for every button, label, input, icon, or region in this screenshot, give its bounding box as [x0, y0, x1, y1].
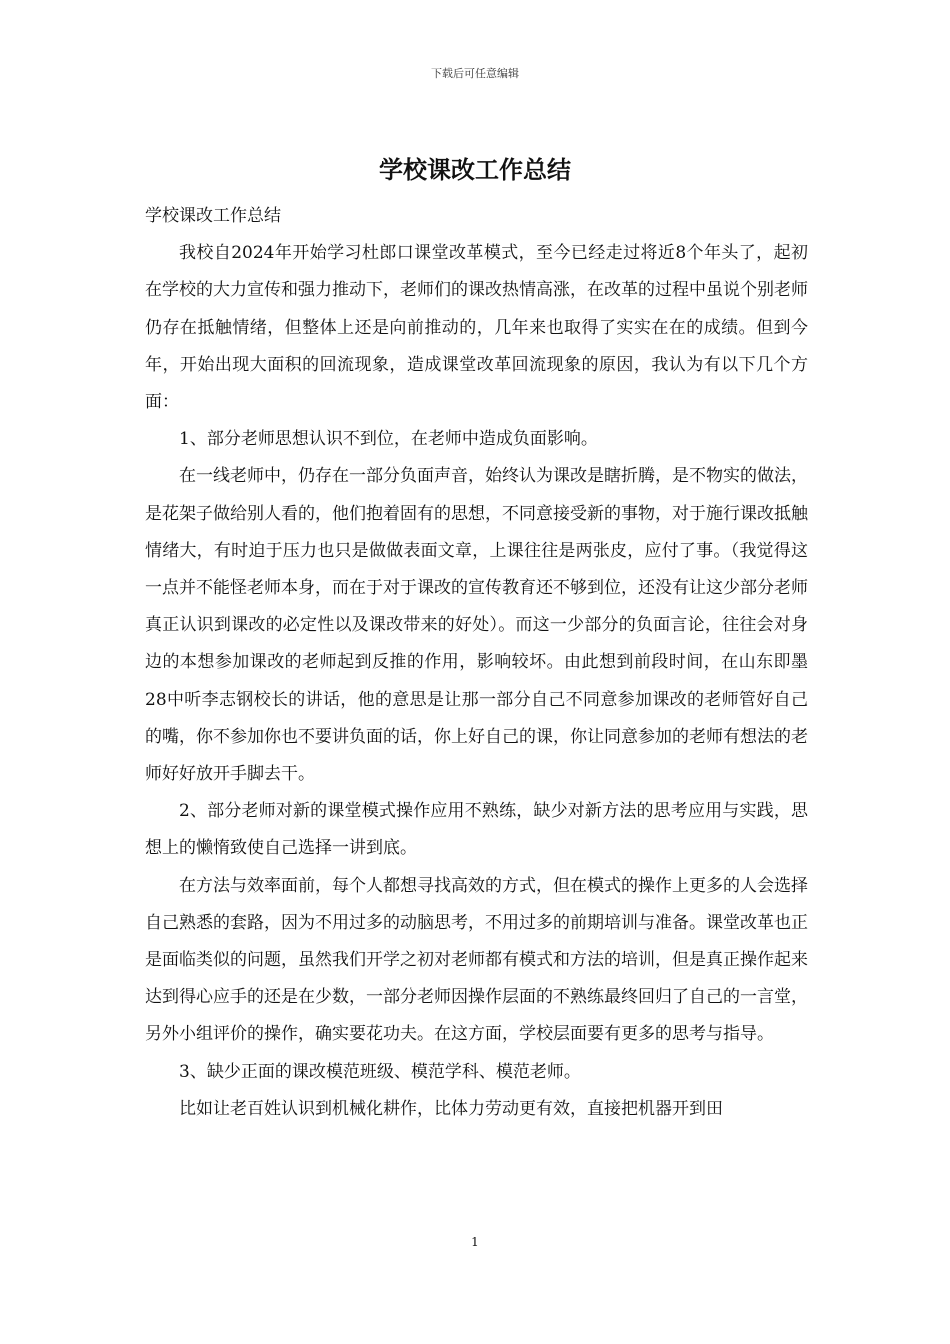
- document-body: [145, 198, 808, 1128]
- page-number: 1: [471, 1235, 479, 1249]
- page-header-note: 下载后可任意编辑: [431, 67, 519, 80]
- paragraph-subtitle: 学校课改工作总结: [145, 206, 281, 226]
- paragraph-heading-3: 3、缺少正面的课改模范班级、模范学科、模范老师。: [179, 1061, 581, 1082]
- paragraph-body-3: 比如让老百姓认识到机械化耕作，比体力劳动更有效，直接把机器开到田: [179, 1098, 723, 1119]
- paragraph-body-1: 在一线老师中，仍存在一部分负面声音，始终认为课改是瞎折腾，是不物实的做法，是花架子做给别人看的，他们抱着固有的思想，不同意接受新的事物，对于施行课改抵触情绪大，有时迫于压力也只是做做表面文章，上课往往是两张皮，应付了事。（我觉得这一点并不能怪老师本身，而在于对于课改的宣传教育还不够到位，还没有让这少部分老师真正认识到课改的必定性以及课改带来的好处）。而这一少部分的负面言论，往往会对身边的本想参加课改的老师起到反推的作用，影响较坏。由此想到前段时间，在山东即墨28中听李志钢校长的讲话，他的意思是让那一部分自己不同意参加课改的老师管好自己的嘴，你不参加你也不要讲负面的话，你上好自己的课，你让同意参加的老师有想法的老师好好放开手脚去干。: [145, 466, 808, 785]
- paragraph-heading-2: 2、部分老师对新的课堂模式操作应用不熟练，缺少对新方法的思考应用与实践，思想上的懒惰致使自己选择一讲到底。: [145, 801, 808, 859]
- paragraph-body-2: 在方法与效率面前，每个人都想寻找高效的方式，但在模式的操作上更多的人会选择自己熟悉的套路，因为不用过多的动脑思考，不用过多的前期培训与准备。课堂改革也正是面临类似的问题，虽然我们开学之初对老师都有模式和方法的培训，但是真正操作起来达到得心应手的还是在少数，一部分老师因操作层面的不熟练最终回归了自己的一言堂，另外小组评价的操作，确实要花功夫。在这方面，学校层面要有更多的思考与指导。: [145, 875, 808, 1045]
- paragraph-intro: 我校自2024年开始学习杜郎口课堂改革模式，至今已经走过将近8个年头了，起初在学校的大力宣传和强力推动下，老师们的课改热情高涨，在改革的过程中虽说个别老师仍存在抵触情绪，但整体上还是向前推动的，几年来也取得了实实在在的成绩。但到今年，开始出现大面积的回流现象，造成课堂改革回流现象的原因，我认为有以下几个方面：: [145, 243, 808, 413]
- paragraph-heading-1: 1、部分老师思想认识不到位，在老师中造成负面影响。: [179, 429, 598, 450]
- document-title: 学校课改工作总结: [379, 155, 571, 184]
